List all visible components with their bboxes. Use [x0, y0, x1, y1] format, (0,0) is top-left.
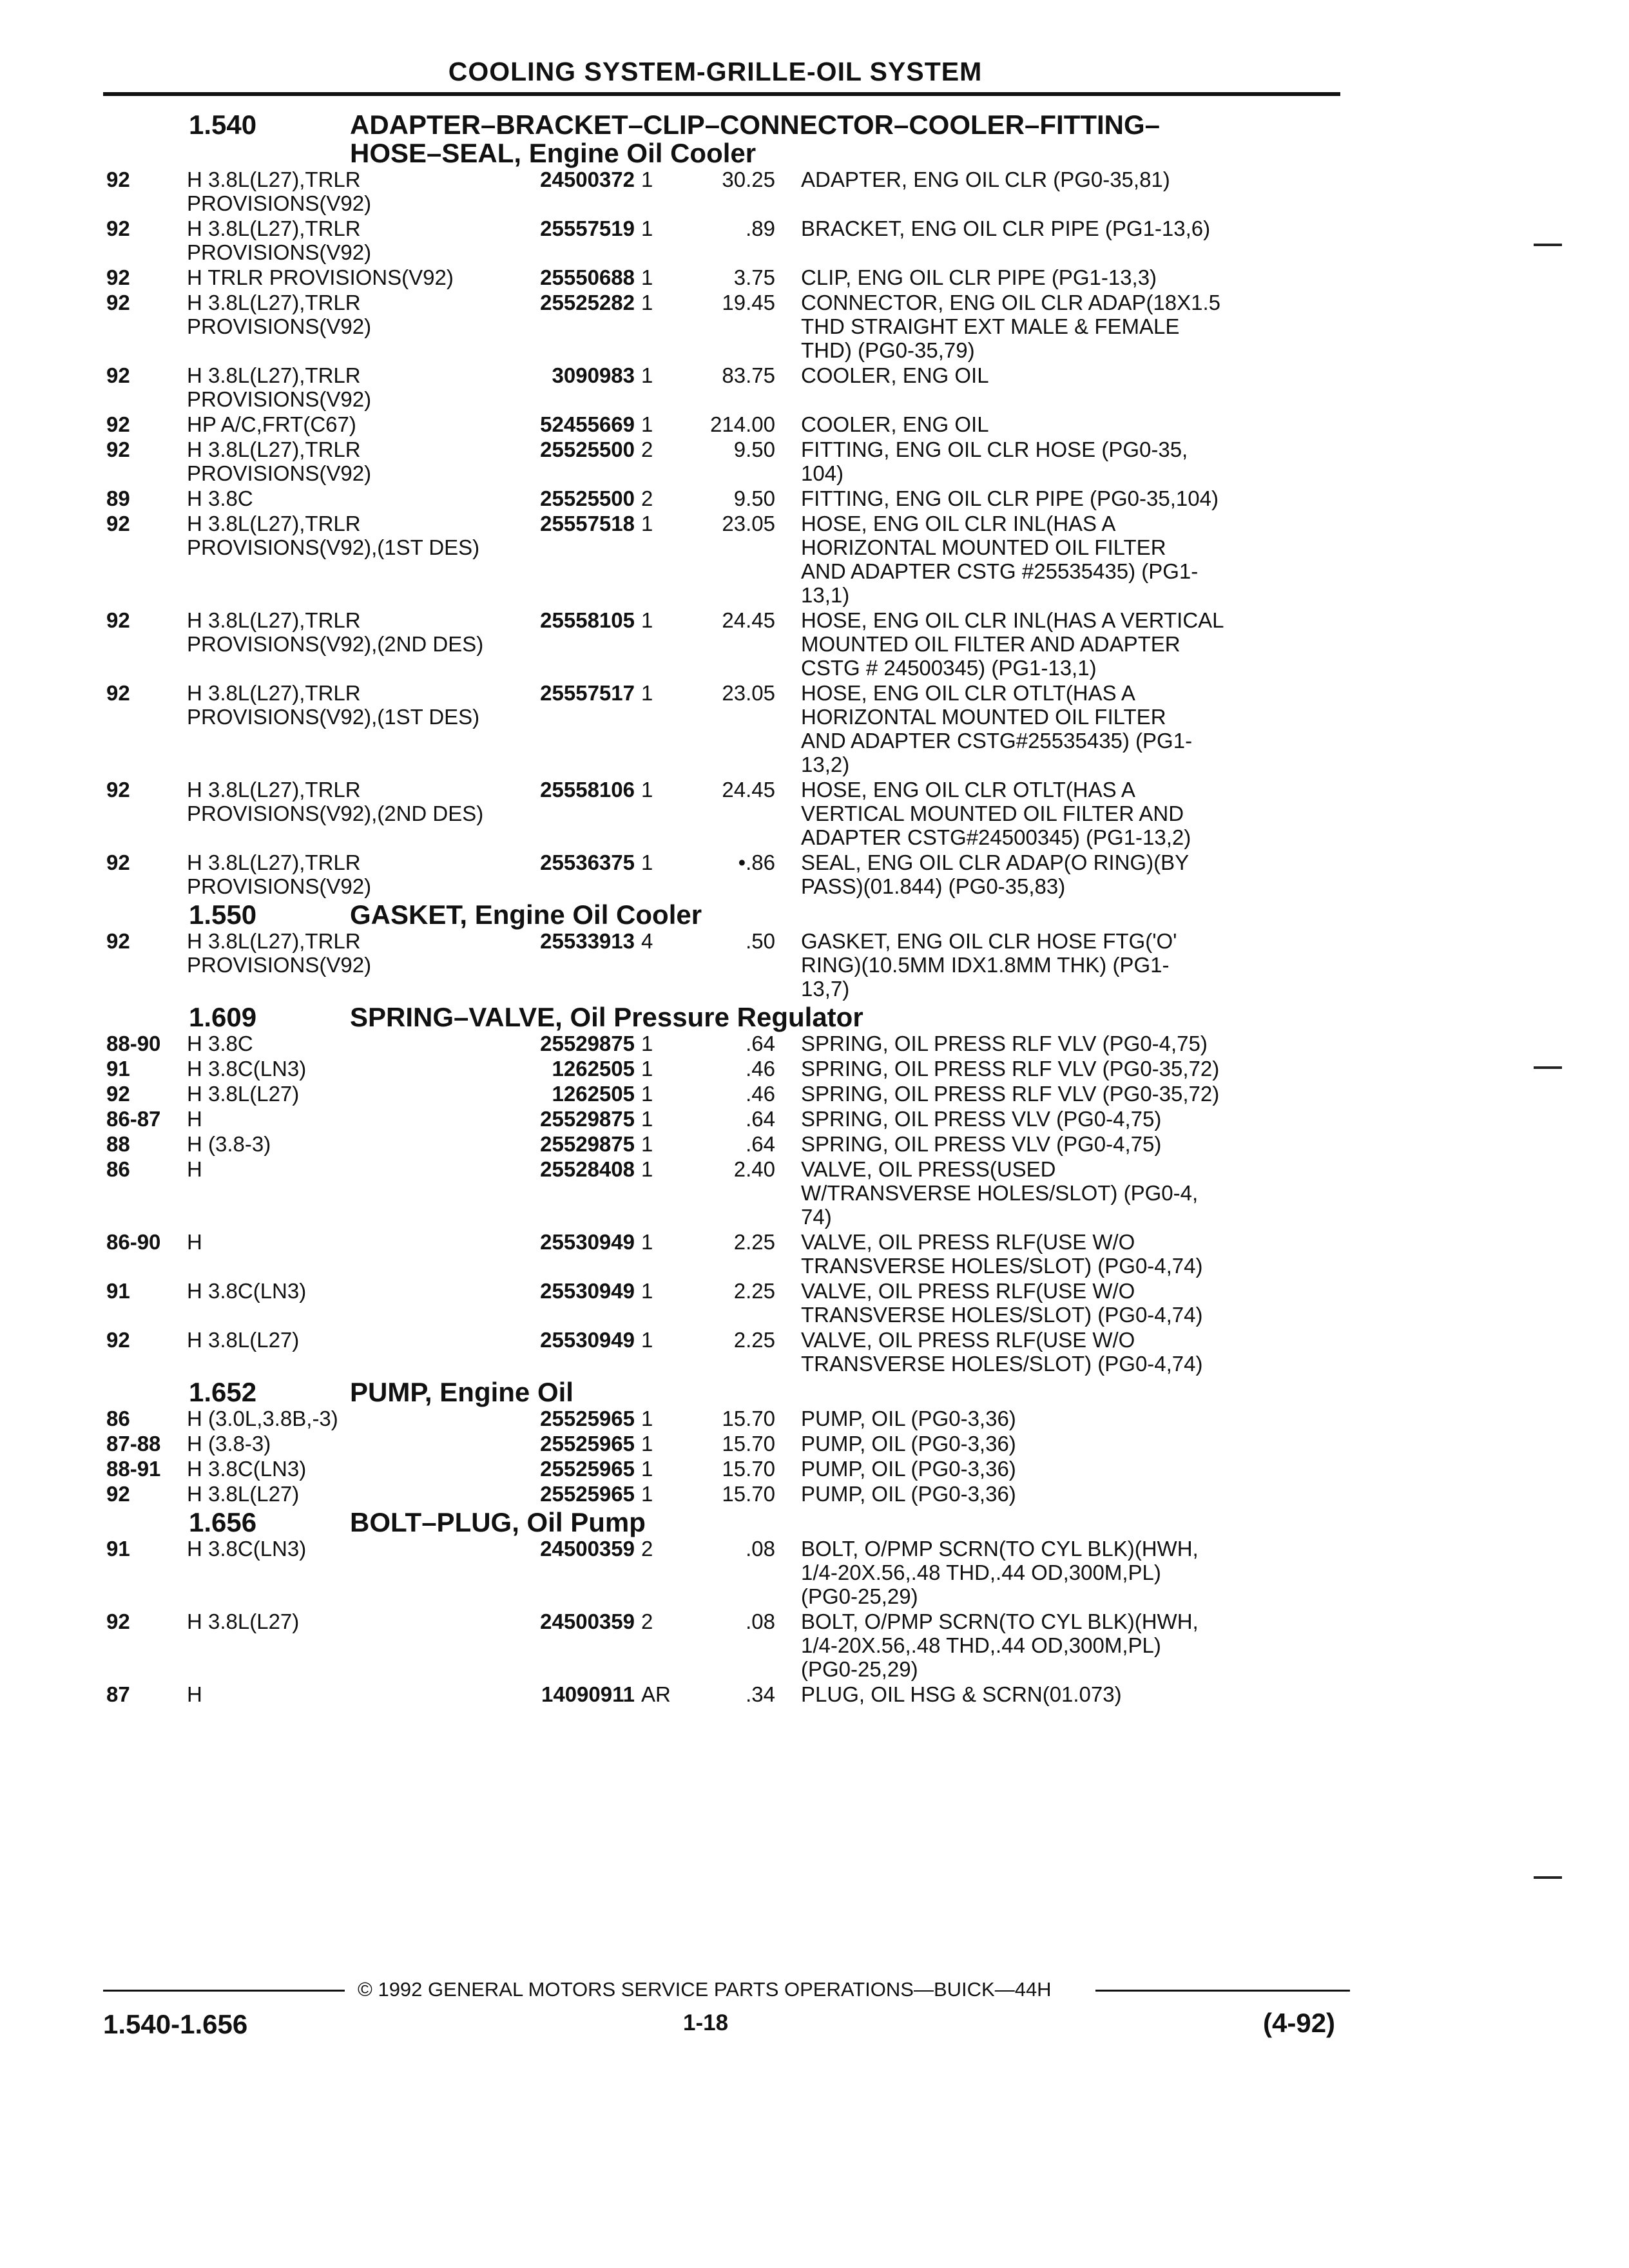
- model-year: 89: [106, 486, 130, 510]
- part-number: 25525965: [540, 1432, 635, 1456]
- usage-description: H 3.8L(L27),TRLR PROVISIONS(V92),(2ND DES): [187, 608, 484, 656]
- part-number: 25557518: [540, 512, 635, 535]
- parts-row: [106, 681, 1344, 776]
- model-year: 88-90: [106, 1032, 161, 1055]
- revision-date: (4-92): [1263, 2008, 1336, 2038]
- parts-row: [106, 1057, 1344, 1081]
- list-price: 19.45: [722, 291, 775, 314]
- quantity: 1: [641, 291, 653, 314]
- part-number: 3090983: [552, 363, 635, 387]
- list-price: 24.45: [722, 778, 775, 802]
- usage-description: H 3.8L(L27),TRLR PROVISIONS(V92): [187, 216, 372, 264]
- part-description: HOSE, ENG OIL CLR OTLT(HAS A HORIZONTAL MOUNTED OIL FILTER AND ADAPTER CSTG#25535435) (PG1- 13,2): [801, 681, 1193, 776]
- parts-row: [106, 1279, 1344, 1327]
- list-price: .64: [746, 1032, 775, 1055]
- quantity: 1: [641, 1132, 653, 1156]
- list-price: 2.40: [733, 1157, 775, 1181]
- part-description: SEAL, ENG OIL CLR ADAP(O RING)(BY PASS)(01.844) (PG0-35,83): [801, 850, 1190, 898]
- page-title: COOLING SYSTEM-GRILLE-OIL SYSTEM: [448, 57, 983, 86]
- usage-description: H 3.8C(LN3): [187, 1537, 307, 1561]
- quantity: 2: [641, 437, 653, 461]
- quantity: 2: [641, 486, 653, 510]
- model-year: 86-90: [106, 1230, 161, 1254]
- section-heading: [106, 1378, 1344, 1407]
- parts-row: [106, 1482, 1344, 1506]
- part-description: PUMP, OIL (PG0-3,36): [801, 1482, 1016, 1506]
- list-price: 30.25: [722, 168, 775, 191]
- model-year: 92: [106, 437, 130, 461]
- part-number: 25558106: [540, 778, 635, 802]
- list-price: 23.05: [722, 512, 775, 535]
- copyright-notice: © 1992 GENERAL MOTORS SERVICE PARTS OPERATIONS—BUICK—44H: [358, 1978, 1052, 2001]
- part-number: 25557519: [540, 216, 635, 240]
- model-year: 92: [106, 1082, 130, 1106]
- model-year: 92: [106, 1610, 130, 1633]
- section-title: SPRING–VALVE, Oil Pressure Regulator: [350, 1002, 863, 1032]
- part-number: 24500359: [540, 1537, 635, 1561]
- quantity: 1: [641, 1328, 653, 1352]
- quantity: 1: [641, 216, 653, 240]
- footer-rule-right: [1095, 1990, 1350, 1992]
- part-number: 25557517: [540, 681, 635, 705]
- usage-description: HP A/C,FRT(C67): [187, 412, 356, 436]
- parts-row: [106, 778, 1344, 849]
- part-number: 1262505: [552, 1057, 635, 1081]
- parts-row: [106, 850, 1344, 898]
- part-description: BOLT, O/PMP SCRN(TO CYL BLK)(HWH, 1/4-20X.56,.48 THD,.44 OD,300M,PL) (PG0-25,29): [801, 1610, 1199, 1681]
- quantity: 1: [641, 1082, 653, 1106]
- catalog-section: [106, 1378, 1344, 1506]
- model-year: 91: [106, 1057, 130, 1081]
- section-number: 1.550: [189, 899, 257, 930]
- section-title: PUMP, Engine Oil: [350, 1377, 574, 1407]
- list-price: 15.70: [722, 1407, 775, 1430]
- model-year: 92: [106, 1482, 130, 1506]
- part-number: 25550688: [540, 265, 635, 289]
- parts-row: [106, 1032, 1344, 1055]
- parts-row: [106, 1132, 1344, 1156]
- part-description: COOLER, ENG OIL: [801, 363, 989, 387]
- quantity: 1: [641, 608, 653, 632]
- model-year: 92: [106, 512, 130, 535]
- parts-row: [106, 437, 1344, 485]
- list-price: .64: [746, 1107, 775, 1131]
- parts-row: [106, 168, 1344, 215]
- list-price: 2.25: [733, 1230, 775, 1254]
- usage-description: H 3.8L(L27),TRLR PROVISIONS(V92),(2ND DES): [187, 778, 484, 825]
- part-number: 25528408: [540, 1157, 635, 1181]
- quantity: 2: [641, 1537, 653, 1561]
- part-number: 25525500: [540, 437, 635, 461]
- quantity: 1: [641, 512, 653, 535]
- page-number: 1-18: [683, 2010, 729, 2035]
- part-description: VALVE, OIL PRESS RLF(USE W/O TRANSVERSE HOLES/SLOT) (PG0-4,74): [801, 1279, 1203, 1327]
- list-price: .46: [746, 1082, 775, 1106]
- section-title: GASKET, Engine Oil Cooler: [350, 899, 702, 930]
- quantity: 1: [641, 1279, 653, 1303]
- part-number: 25525282: [540, 291, 635, 314]
- quantity: 1: [641, 1457, 653, 1481]
- model-year: 92: [106, 168, 130, 191]
- part-description: BOLT, O/PMP SCRN(TO CYL BLK)(HWH, 1/4-20X.56,.48 THD,.44 OD,300M,PL) (PG0-25,29): [801, 1537, 1199, 1608]
- part-description: VALVE, OIL PRESS RLF(USE W/O TRANSVERSE HOLES/SLOT) (PG0-4,74): [801, 1230, 1203, 1278]
- quantity: 1: [641, 1230, 653, 1254]
- section-number: 1.609: [189, 1002, 257, 1032]
- part-description: GASKET, ENG OIL CLR HOSE FTG('O' RING)(10.5MM IDX1.8MM THK) (PG1- 13,7): [801, 929, 1177, 1001]
- part-number: 25533913: [540, 929, 635, 953]
- usage-description: H 3.8L(L27),TRLR PROVISIONS(V92): [187, 168, 372, 215]
- parts-row: [106, 412, 1344, 436]
- list-price: .50: [746, 929, 775, 953]
- parts-row: [106, 1107, 1344, 1131]
- quantity: 2: [641, 1610, 653, 1633]
- part-description: VALVE, OIL PRESS(USED W/TRANSVERSE HOLES/SLOT) (PG0-4, 74): [801, 1157, 1199, 1229]
- part-number: 25529875: [540, 1132, 635, 1156]
- model-year: 92: [106, 608, 130, 632]
- model-year: 92: [106, 216, 130, 240]
- parts-row: [106, 608, 1344, 680]
- parts-row: [106, 1537, 1344, 1608]
- part-description: SPRING, OIL PRESS VLV (PG0-4,75): [801, 1132, 1162, 1156]
- model-year: 92: [106, 929, 130, 953]
- margin-mark: [1534, 1876, 1562, 1879]
- model-year: 88: [106, 1132, 130, 1156]
- parts-row: [106, 1682, 1344, 1706]
- part-number: 25529875: [540, 1032, 635, 1055]
- part-number: 25525500: [540, 486, 635, 510]
- list-price: 3.75: [733, 265, 775, 289]
- list-price: .46: [746, 1057, 775, 1081]
- parts-row: [106, 1610, 1344, 1681]
- part-description: PUMP, OIL (PG0-3,36): [801, 1457, 1016, 1481]
- parts-catalog: [106, 108, 1344, 1707]
- parts-row: [106, 265, 1344, 289]
- quantity: 1: [641, 1057, 653, 1081]
- usage-description: H: [187, 1157, 202, 1181]
- list-price: 9.50: [733, 437, 775, 461]
- model-year: 86: [106, 1407, 130, 1430]
- model-year: 92: [106, 778, 130, 802]
- section-heading: [106, 901, 1344, 929]
- list-price: 214.00: [710, 412, 775, 436]
- list-price: 2.25: [733, 1328, 775, 1352]
- part-description: CONNECTOR, ENG OIL CLR ADAP(18X1.5 THD STRAIGHT EXT MALE & FEMALE THD) (PG0-35,79): [801, 291, 1221, 362]
- usage-description: H 3.8C(LN3): [187, 1279, 307, 1303]
- list-price: .34: [746, 1682, 775, 1706]
- part-description: HOSE, ENG OIL CLR INL(HAS A HORIZONTAL MOUNTED OIL FILTER AND ADAPTER CSTG #25535435) (PG1- 13,1): [801, 512, 1199, 607]
- part-description: PUMP, OIL (PG0-3,36): [801, 1407, 1016, 1430]
- list-price: .64: [746, 1132, 775, 1156]
- quantity: 1: [641, 1432, 653, 1456]
- usage-description: H 3.8L(L27): [187, 1082, 300, 1106]
- quantity: 1: [641, 850, 653, 874]
- part-description: HOSE, ENG OIL CLR OTLT(HAS A VERTICAL MOUNTED OIL FILTER AND ADAPTER CSTG#24500345) (PG1-13,2): [801, 778, 1191, 849]
- usage-description: H 3.8L(L27),TRLR PROVISIONS(V92): [187, 929, 372, 977]
- model-year: 92: [106, 265, 130, 289]
- part-number: 25525965: [540, 1482, 635, 1506]
- parts-row: [106, 363, 1344, 411]
- parts-row: [106, 486, 1344, 510]
- parts-row: [106, 1082, 1344, 1106]
- section-range: 1.540-1.656: [103, 2009, 248, 2039]
- catalog-section: [106, 111, 1344, 898]
- part-number: 25536375: [540, 850, 635, 874]
- part-number: 25530949: [540, 1279, 635, 1303]
- usage-description: H 3.8C(LN3): [187, 1457, 307, 1481]
- model-year: 87-88: [106, 1432, 161, 1456]
- part-number: 25558105: [540, 608, 635, 632]
- part-description: VALVE, OIL PRESS RLF(USE W/O TRANSVERSE HOLES/SLOT) (PG0-4,74): [801, 1328, 1203, 1376]
- part-number: 24500372: [540, 168, 635, 191]
- model-year: 92: [106, 681, 130, 705]
- part-number: 25530949: [540, 1230, 635, 1254]
- usage-description: H: [187, 1682, 202, 1706]
- usage-description: H 3.8L(L27),TRLR PROVISIONS(V92): [187, 291, 372, 338]
- margin-mark: [1534, 244, 1562, 246]
- usage-description: H 3.8C(LN3): [187, 1057, 307, 1081]
- model-year: 88-91: [106, 1457, 161, 1481]
- parts-row: [106, 291, 1344, 362]
- part-number: 25529875: [540, 1107, 635, 1131]
- usage-description: H 3.8C: [187, 486, 253, 510]
- parts-row: [106, 1157, 1344, 1229]
- catalog-section: [106, 1003, 1344, 1376]
- part-description: FITTING, ENG OIL CLR HOSE (PG0-35, 104): [801, 437, 1188, 485]
- usage-description: H (3.0L,3.8B,-3): [187, 1407, 338, 1430]
- usage-description: H 3.8L(L27),TRLR PROVISIONS(V92),(1ST DES): [187, 681, 480, 729]
- model-year: 92: [106, 850, 130, 874]
- model-year: 86: [106, 1157, 130, 1181]
- list-price: .08: [746, 1537, 775, 1561]
- model-year: 92: [106, 412, 130, 436]
- parts-row: [106, 216, 1344, 264]
- quantity: 1: [641, 265, 653, 289]
- model-year: 92: [106, 291, 130, 314]
- section-number: 1.656: [189, 1507, 257, 1537]
- model-year: 92: [106, 1328, 130, 1352]
- parts-row: [106, 1432, 1344, 1456]
- usage-description: H 3.8L(L27): [187, 1610, 300, 1633]
- part-description: SPRING, OIL PRESS RLF VLV (PG0-35,72): [801, 1057, 1220, 1081]
- part-description: SPRING, OIL PRESS RLF VLV (PG0-4,75): [801, 1032, 1208, 1055]
- part-number: 52455669: [540, 412, 635, 436]
- list-price: 2.25: [733, 1279, 775, 1303]
- list-price: •.86: [738, 850, 775, 874]
- quantity: 1: [641, 1107, 653, 1131]
- usage-description: H 3.8C: [187, 1032, 253, 1055]
- part-number: 25525965: [540, 1407, 635, 1430]
- part-description: CLIP, ENG OIL CLR PIPE (PG1-13,3): [801, 265, 1157, 289]
- list-price: 9.50: [733, 486, 775, 510]
- usage-description: H: [187, 1230, 202, 1254]
- usage-description: H (3.8-3): [187, 1132, 271, 1156]
- part-description: ADAPTER, ENG OIL CLR (PG0-35,81): [801, 168, 1170, 191]
- model-year: 91: [106, 1279, 130, 1303]
- section-heading: [106, 1508, 1344, 1537]
- quantity: 1: [641, 681, 653, 705]
- section-heading: [106, 111, 1344, 168]
- list-price: 15.70: [722, 1457, 775, 1481]
- part-description: COOLER, ENG OIL: [801, 412, 989, 436]
- quantity: 1: [641, 412, 653, 436]
- list-price: 15.70: [722, 1432, 775, 1456]
- section-number: 1.540: [189, 110, 257, 140]
- list-price: .89: [746, 216, 775, 240]
- usage-description: H TRLR PROVISIONS(V92): [187, 265, 454, 289]
- section-title: ADAPTER–BRACKET–CLIP–CONNECTOR–COOLER–FITTING– HOSE–SEAL, Engine Oil Cooler: [350, 110, 1161, 168]
- quantity: 1: [641, 363, 653, 387]
- list-price: 24.45: [722, 608, 775, 632]
- title-rule: [103, 92, 1340, 96]
- model-year: 86-87: [106, 1107, 161, 1131]
- part-description: BRACKET, ENG OIL CLR PIPE (PG1-13,6): [801, 216, 1211, 240]
- parts-row: [106, 929, 1344, 1001]
- footer-rule-left: [103, 1990, 345, 1992]
- part-description: HOSE, ENG OIL CLR INL(HAS A VERTICAL MOUNTED OIL FILTER AND ADAPTER CSTG # 24500345) (PG1-13,1): [801, 608, 1224, 680]
- list-price: .08: [746, 1610, 775, 1633]
- part-number: 24500359: [540, 1610, 635, 1633]
- model-year: 91: [106, 1537, 130, 1561]
- parts-row: [106, 1407, 1344, 1430]
- parts-row: [106, 1457, 1344, 1481]
- usage-description: H (3.8-3): [187, 1432, 271, 1456]
- part-description: SPRING, OIL PRESS VLV (PG0-4,75): [801, 1107, 1162, 1131]
- part-number: 14090911: [541, 1682, 635, 1706]
- list-price: 83.75: [722, 363, 775, 387]
- quantity: 1: [641, 1407, 653, 1430]
- part-description: SPRING, OIL PRESS RLF VLV (PG0-35,72): [801, 1082, 1220, 1106]
- model-year: 87: [106, 1682, 130, 1706]
- section-heading: [106, 1003, 1344, 1032]
- quantity: 4: [641, 929, 653, 953]
- usage-description: H: [187, 1107, 202, 1131]
- part-description: FITTING, ENG OIL CLR PIPE (PG0-35,104): [801, 486, 1219, 510]
- catalog-section: [106, 901, 1344, 1001]
- section-number: 1.652: [189, 1377, 257, 1407]
- usage-description: H 3.8L(L27),TRLR PROVISIONS(V92): [187, 850, 372, 898]
- parts-row: [106, 512, 1344, 607]
- usage-description: H 3.8L(L27): [187, 1328, 300, 1352]
- part-number: 25530949: [540, 1328, 635, 1352]
- quantity: 1: [641, 1482, 653, 1506]
- parts-row: [106, 1328, 1344, 1376]
- model-year: 92: [106, 363, 130, 387]
- part-description: PUMP, OIL (PG0-3,36): [801, 1432, 1016, 1456]
- usage-description: H 3.8L(L27),TRLR PROVISIONS(V92): [187, 363, 372, 411]
- quantity: 1: [641, 168, 653, 191]
- part-number: 1262505: [552, 1082, 635, 1106]
- usage-description: H 3.8L(L27),TRLR PROVISIONS(V92): [187, 437, 372, 485]
- quantity: 1: [641, 778, 653, 802]
- part-description: PLUG, OIL HSG & SCRN(01.073): [801, 1682, 1122, 1706]
- usage-description: H 3.8L(L27),TRLR PROVISIONS(V92),(1ST DES): [187, 512, 480, 559]
- quantity: 1: [641, 1032, 653, 1055]
- parts-row: [106, 1230, 1344, 1278]
- list-price: 15.70: [722, 1482, 775, 1506]
- quantity: 1: [641, 1157, 653, 1181]
- quantity: AR: [641, 1682, 671, 1706]
- margin-mark: [1534, 1066, 1562, 1069]
- usage-description: H 3.8L(L27): [187, 1482, 300, 1506]
- section-title: BOLT–PLUG, Oil Pump: [350, 1507, 646, 1537]
- list-price: 23.05: [722, 681, 775, 705]
- catalog-section: [106, 1508, 1344, 1706]
- part-number: 25525965: [540, 1457, 635, 1481]
